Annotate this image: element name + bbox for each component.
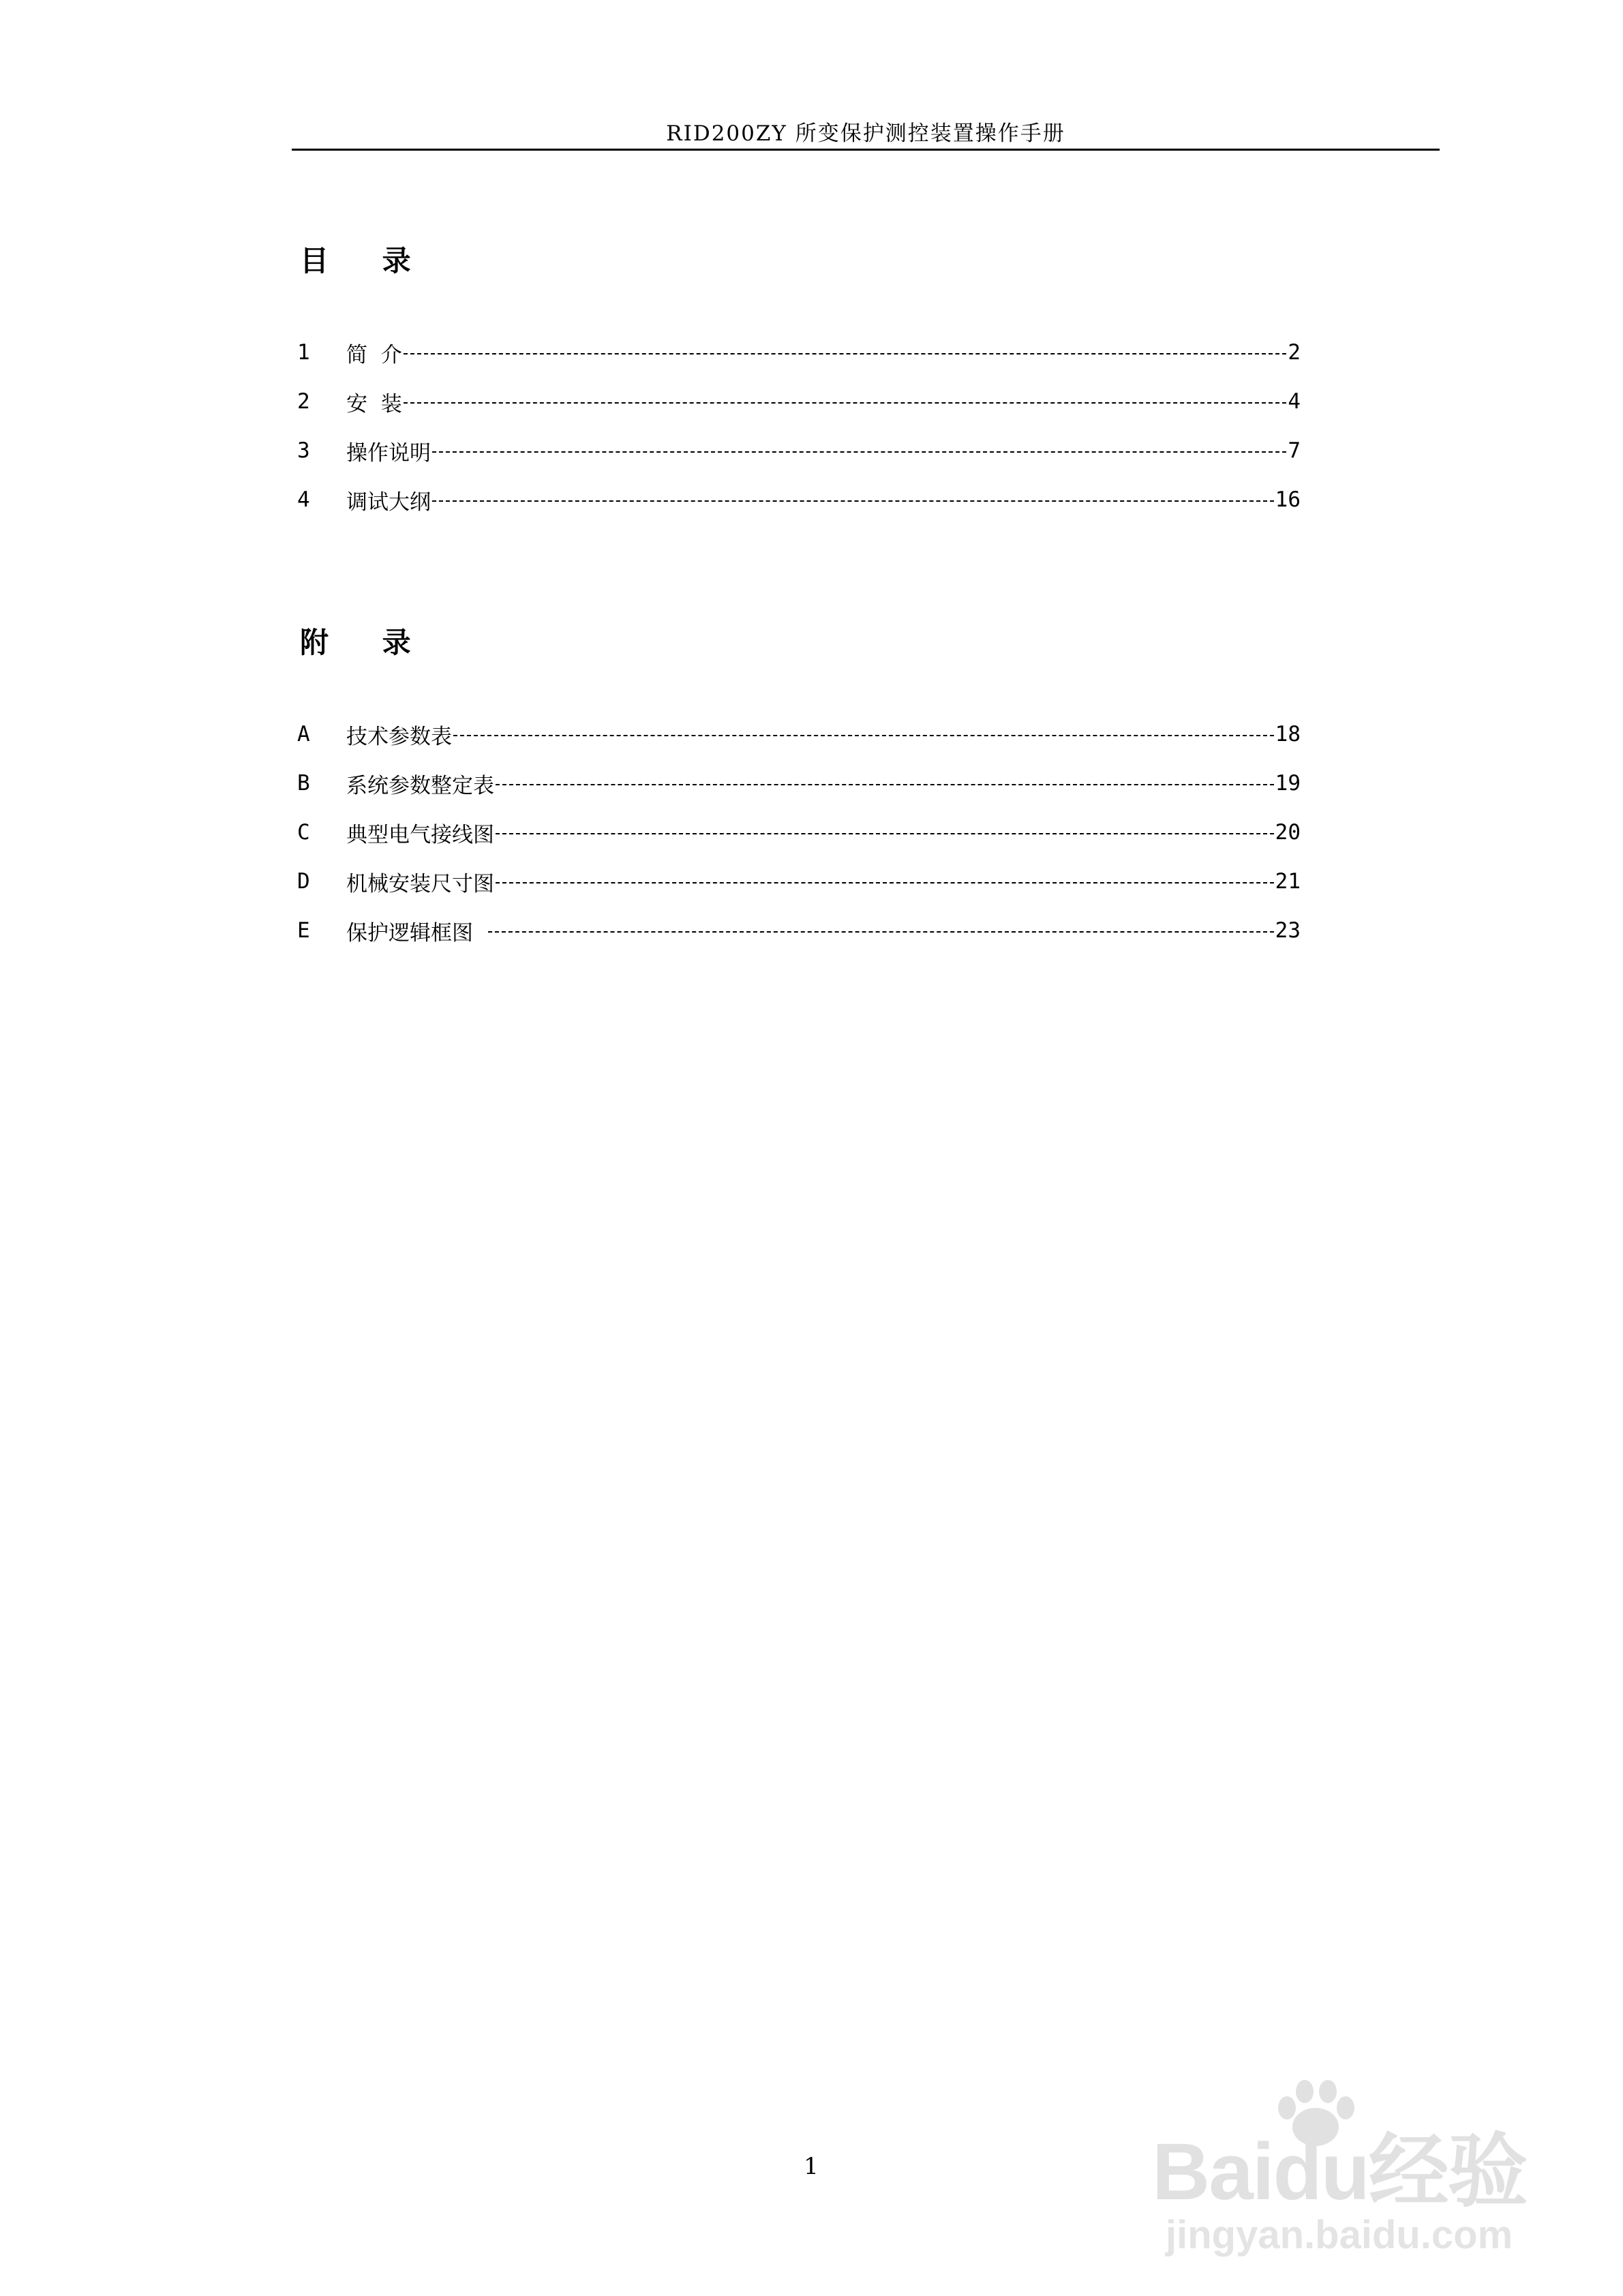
toc-entry-label: 安 装: [346, 391, 402, 417]
appendix-entry-page: 23: [1275, 918, 1301, 943]
appendix-entry-label: 机械安装尺寸图: [346, 871, 494, 896]
appendix-entry-label: 技术参数表: [346, 724, 452, 749]
appendix-entry[interactable]: [297, 808, 1301, 857]
toc-entry-number: 3: [297, 438, 310, 463]
appendix-entry[interactable]: [297, 759, 1301, 808]
page-number: 1: [804, 2153, 819, 2180]
appendix-entry[interactable]: [297, 710, 1301, 759]
toc-entry-label: 调试大纲: [346, 489, 431, 515]
toc-entry-number: 2: [297, 389, 310, 414]
toc-entry-page: 2: [1288, 340, 1301, 365]
appendix-entry-page: 19: [1275, 771, 1301, 796]
running-header: RID200ZY 所变保护测控装置操作手册: [666, 121, 1065, 146]
toc-entry-page: 16: [1275, 487, 1301, 512]
watermark-url: jingyan.baidu.com: [1166, 2213, 1513, 2257]
header-rule: [292, 149, 1440, 151]
appendix-entry-label: 保护逻辑框图: [346, 920, 487, 946]
toc-entry[interactable]: [297, 377, 1301, 426]
toc-entry-label: 简 介: [346, 342, 402, 367]
baidu-jingyan-watermark: [1152, 2072, 1561, 2277]
toc-entry[interactable]: [297, 426, 1301, 475]
appendix-entry-letter: C: [297, 820, 310, 845]
toc-entry[interactable]: [297, 328, 1301, 377]
appendix-entry-letter: E: [297, 918, 310, 943]
toc-entry-label: 操作说明: [346, 440, 431, 466]
dot-leader: [404, 353, 1287, 354]
appendix-entry-letter: A: [297, 722, 310, 746]
toc-entry-number: 1: [297, 340, 310, 365]
contents-list: [297, 328, 1301, 524]
contents-heading: 目 录: [300, 244, 433, 277]
watermark-brand: Baidu经验: [1152, 2127, 1527, 2217]
appendix-entry-label: 系统参数整定表: [346, 773, 494, 798]
dot-leader: [404, 402, 1287, 404]
dot-leader: [496, 882, 1274, 883]
appendix-list: [297, 710, 1301, 955]
appendix-entry-page: 20: [1275, 820, 1301, 845]
appendix-entry-letter: B: [297, 771, 310, 796]
appendix-entry[interactable]: [297, 857, 1301, 906]
toc-entry-number: 4: [297, 487, 310, 512]
appendix-entry[interactable]: [297, 906, 1301, 955]
dot-leader: [432, 500, 1274, 502]
appendix-entry-page: 21: [1275, 869, 1301, 894]
dot-leader: [488, 931, 1274, 933]
appendix-heading: 附 录: [300, 626, 433, 659]
dot-leader: [432, 451, 1286, 453]
dot-leader: [453, 735, 1274, 736]
toc-entry-page: 7: [1288, 438, 1301, 463]
toc-entry[interactable]: [297, 475, 1301, 524]
toc-entry-page: 4: [1288, 389, 1301, 414]
appendix-entry-label: 典型电气接线图: [346, 822, 494, 847]
dot-leader: [496, 784, 1274, 785]
appendix-entry-letter: D: [297, 869, 310, 894]
appendix-entry-page: 18: [1275, 722, 1301, 746]
dot-leader: [496, 833, 1274, 834]
